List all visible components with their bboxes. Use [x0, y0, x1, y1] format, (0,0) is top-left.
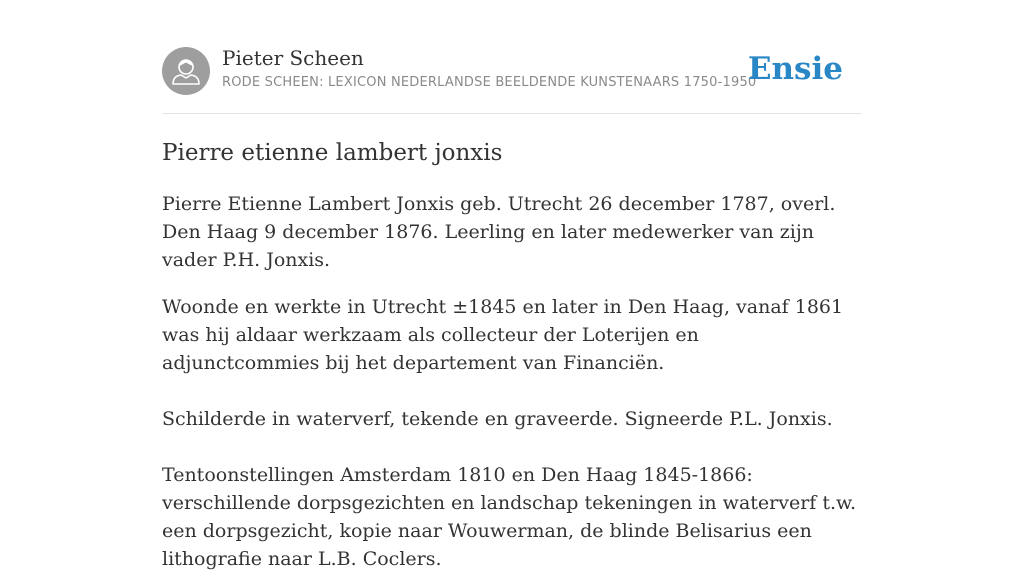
line-break	[162, 377, 862, 405]
article-paragraph: Woonde en werkte in Utrecht ±1845 en later in Den Haag, vanaf 1861 was hij aldaar werkzaam als collecteur der Loterijen en adjunctcommies bij het departement van Financiën.	[162, 296, 844, 374]
ensie-logo[interactable]: Ensie	[747, 51, 843, 87]
article-paragraph: Pierre Etienne Lambert Jonxis geb. Utrecht 26 december 1787, overl. Den Haag 9 december 1876. Leerling en later medewerker van zijn vader P.H. Jonxis.	[162, 193, 836, 271]
source-title[interactable]: RODE SCHEEN: LEXICON NEDERLANDSE BEELDENDE KUNSTENAARS 1750-1950	[222, 75, 757, 90]
article-title: Pierre etienne lambert jonxis	[162, 140, 503, 166]
article-body	[162, 190, 862, 573]
author-name[interactable]: Pieter Scheen	[222, 46, 364, 70]
article-paragraph: Tentoonstellingen Amsterdam 1810 en Den Haag 1845-1866: verschillende dorpsgezichten en landschap tekeningen in waterverf t.w. een dorpsgezicht, kopie naar Wouwerman, de blinde Belisarius een lithografie naar L.B. Coclers.	[162, 464, 857, 570]
author-avatar[interactable]	[162, 47, 210, 95]
header-divider	[162, 113, 862, 114]
user-silhouette-icon	[162, 47, 210, 95]
line-break	[162, 433, 862, 461]
article-paragraph: Schilderde in waterverf, tekende en graveerde. Signeerde P.L. Jonxis.	[162, 408, 833, 430]
article-header	[162, 46, 862, 96]
